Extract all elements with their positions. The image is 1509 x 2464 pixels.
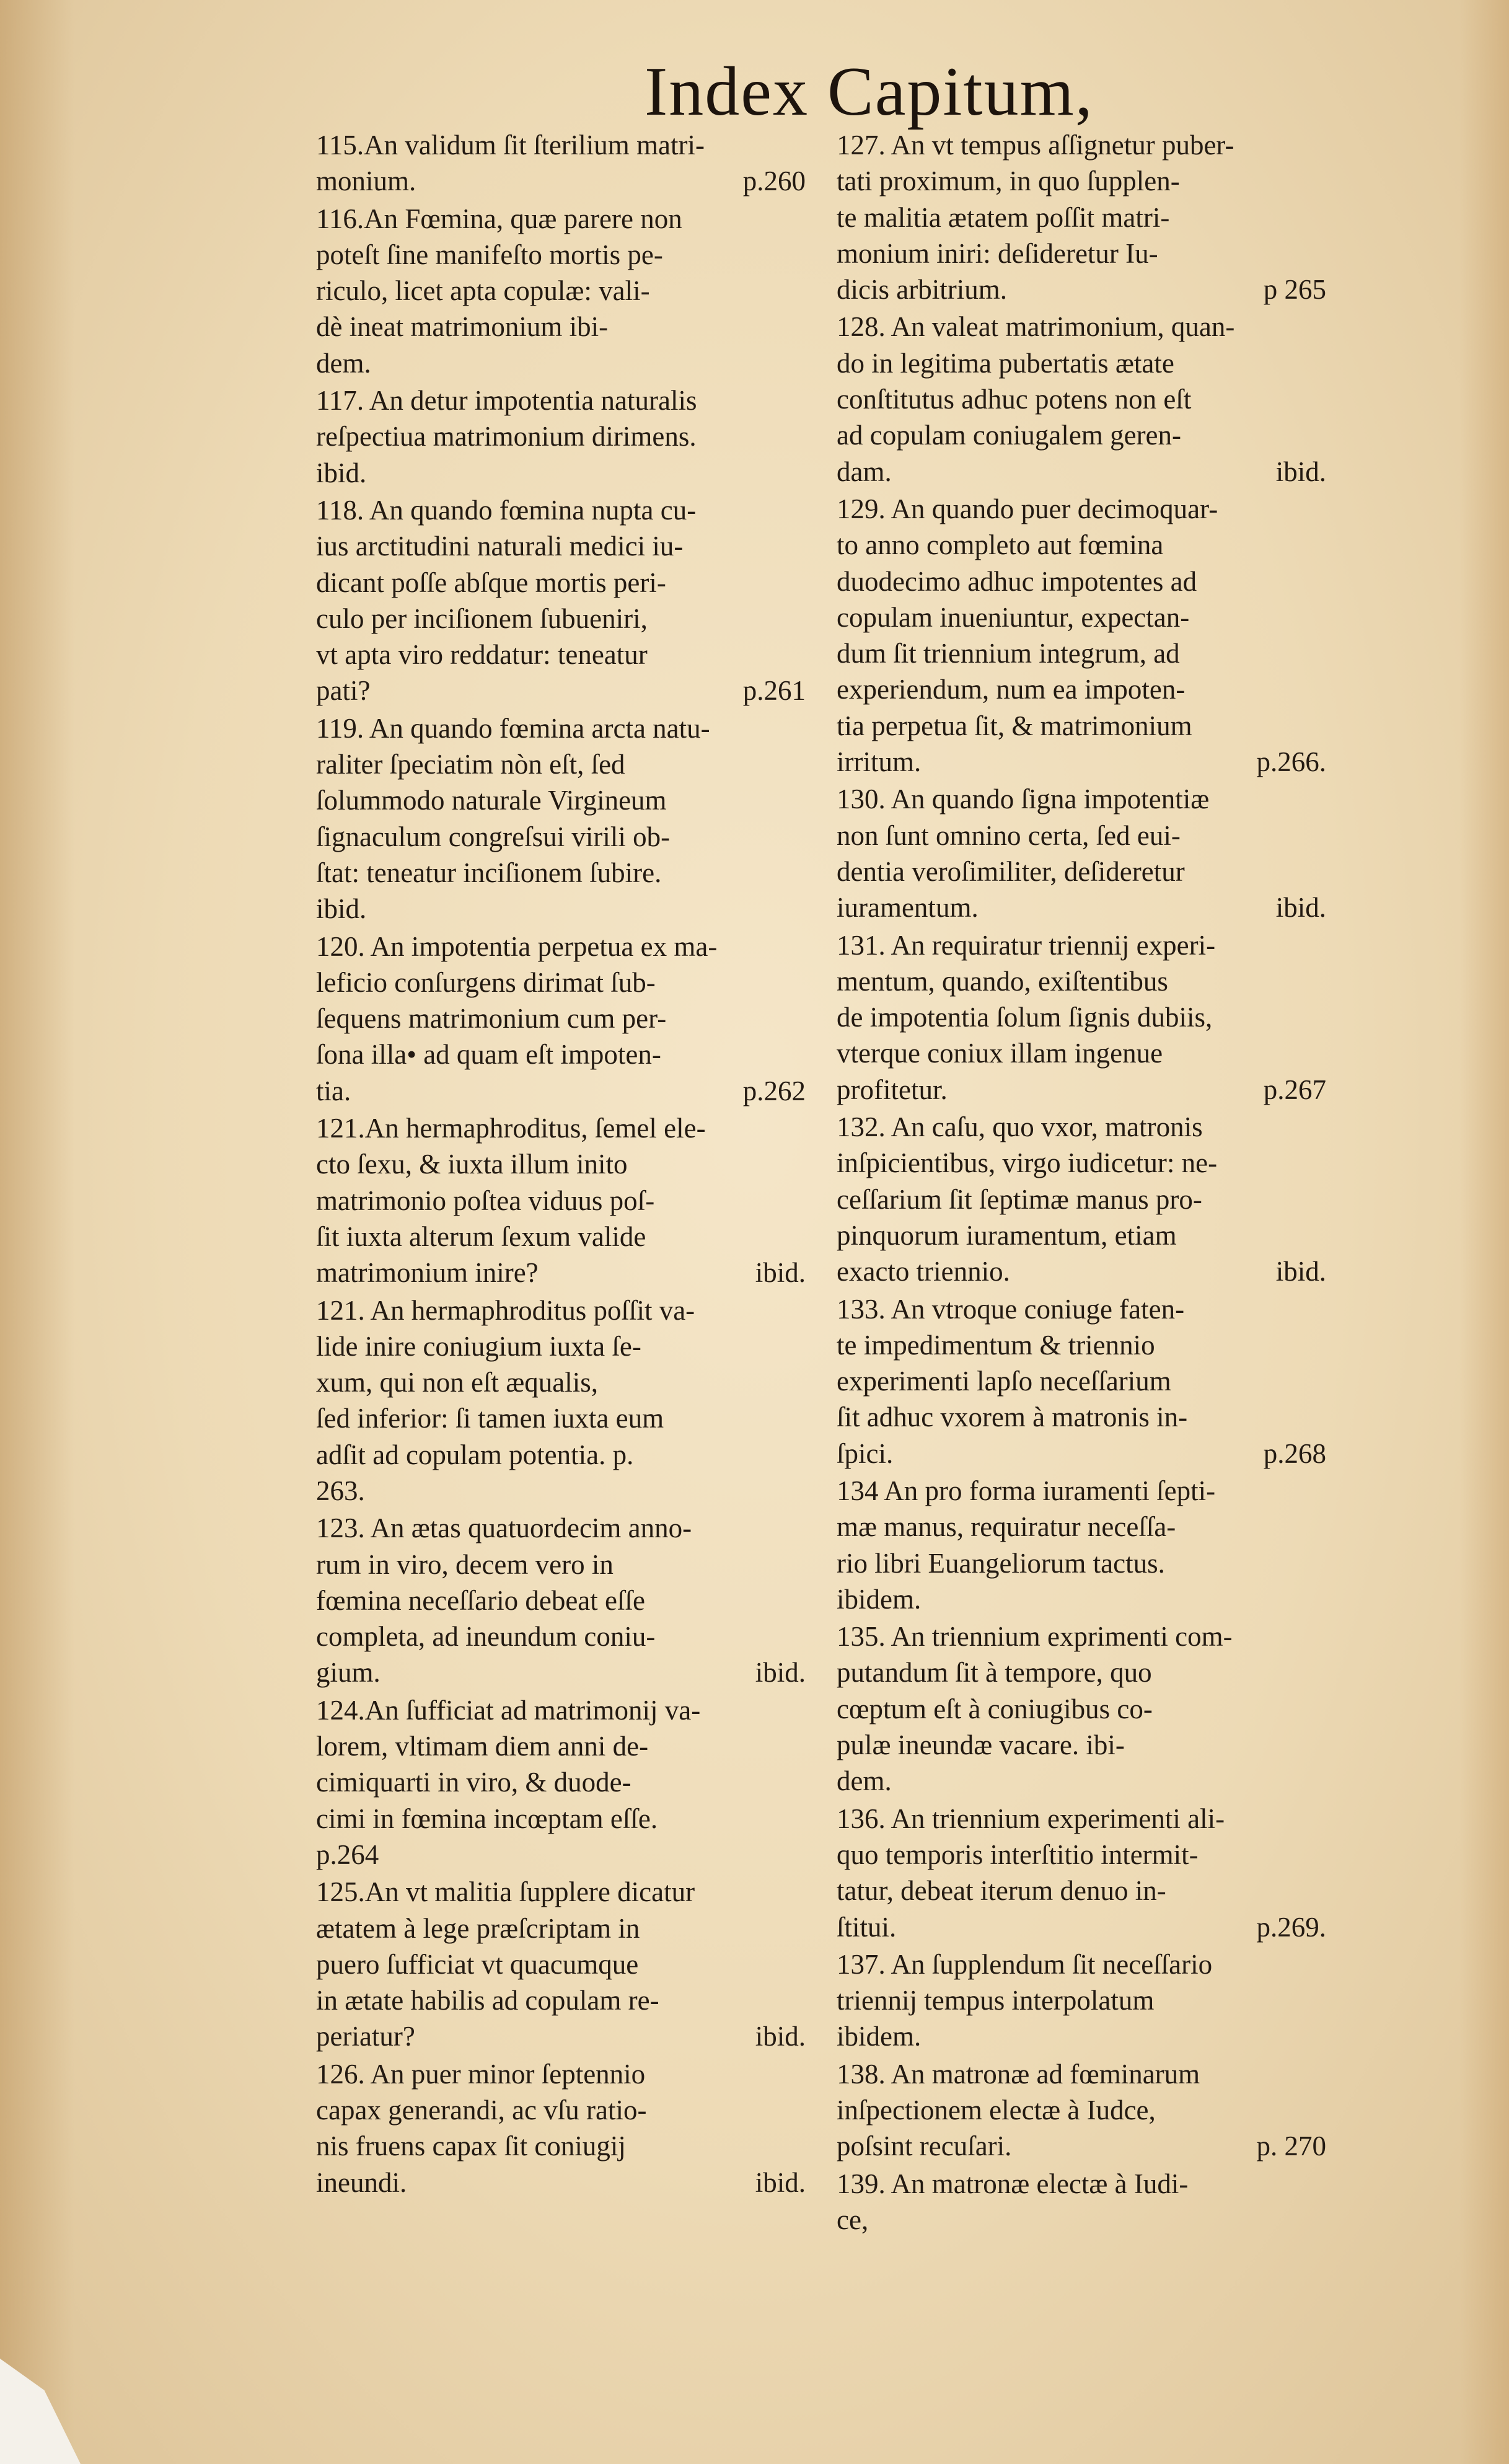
entry-line: vterque coniux illam ingenue: [837, 1038, 1163, 1069]
entry-line: mentum, quando, exiſtentibus: [837, 965, 1168, 997]
entry-line: ſit adhuc vxorem à matronis in-: [837, 1402, 1188, 1433]
entry-line: 125.An vt malitia ſupplere dicatur: [316, 1876, 695, 1908]
entry-line: 129. An quando puer decimoquar-: [837, 493, 1218, 524]
entry-line: ſpici.: [837, 1437, 894, 1469]
index-entry: [316, 710, 806, 927]
entry-line: 127. An vt tempus aſſignetur puber-: [837, 130, 1234, 161]
entry-line: copulam inueniuntur, expectan-: [837, 601, 1190, 633]
index-entry: [837, 781, 1326, 925]
entry-line: poſsint recuſari.: [837, 2131, 1012, 2162]
entry-line: 136. An triennium experimenti ali-: [837, 1803, 1225, 1834]
index-entry: [316, 492, 806, 709]
index-entry: [316, 929, 806, 1109]
entry-line: dicis arbitrium.: [837, 274, 1007, 306]
page-reference: ibid.: [755, 1657, 806, 1689]
entry-line: 139. An matronæ electæ à Iudi-: [837, 2168, 1189, 2199]
entry-line: te impedimentum & triennio: [837, 1329, 1155, 1361]
entry-line: riculo, licet apta copulæ: vali-: [316, 275, 650, 307]
entry-line: 133. An vtroque coniuge faten-: [837, 1293, 1185, 1325]
entry-line: inſpectionem electæ à Iudce,: [837, 2095, 1156, 2126]
entry-line: ceſſarium ſit ſeptimæ manus pro-: [837, 1183, 1202, 1215]
entry-line: putandum ſit à tempore, quo: [837, 1657, 1152, 1689]
entry-line: pati?: [316, 675, 371, 707]
index-entry: [316, 2056, 806, 2201]
page-reference: p.268: [1263, 1437, 1326, 1469]
entry-line: 115.An validum ſit ſterilium matri-: [316, 130, 705, 161]
entry-line: ſolummodo naturale Virgineum: [316, 785, 667, 816]
entry-line: ce,: [837, 2204, 869, 2235]
page-edge-stain-right: [1459, 0, 1509, 2464]
index-entry: [837, 309, 1326, 489]
index-entry: [837, 491, 1326, 780]
entry-line: tia perpetua ſit, & matrimonium: [837, 710, 1192, 741]
entry-line: profitetur.: [837, 1074, 948, 1105]
index-entry: [316, 1292, 806, 1509]
entry-line: ſtat: teneatur inciſionem ſubire.: [316, 857, 662, 888]
entry-line: pulæ ineundæ vacare. ibi-: [837, 1729, 1125, 1761]
entry-line: 121.An hermaphroditus, ſemel ele-: [316, 1113, 706, 1144]
index-entry: [837, 1291, 1326, 1472]
index-column-right: [837, 127, 1326, 2239]
entry-line: ſit iuxta alterum ſexum valide: [316, 1221, 646, 1252]
entry-line: iuramentum.: [837, 892, 979, 924]
entry-line: 121. An hermaphroditus poſſit va-: [316, 1294, 695, 1326]
index-entry: [316, 1874, 806, 2054]
entry-line: nis fruens capax ſit coniugij: [316, 2131, 626, 2162]
page-reference: p.260: [742, 166, 806, 197]
entry-line: ſtitui.: [837, 1911, 897, 1943]
entry-line: matrimonium inire?: [316, 1257, 539, 1289]
entry-line: culo per inciſionem ſubueniri,: [316, 603, 648, 634]
index-entry: [837, 1473, 1326, 1617]
entry-line: 137. An ſupplendum ſit neceſſario: [837, 1948, 1213, 1980]
index-entry: [837, 1109, 1326, 1289]
entry-line: ineundi.: [316, 2166, 407, 2198]
entry-line: ætatem à lege præſcriptam in: [316, 1912, 640, 1944]
index-entry: [837, 927, 1326, 1108]
entry-line: xum, qui non eſt æqualis,: [316, 1367, 598, 1398]
entry-line: 138. An matronæ ad fœminarum: [837, 2058, 1200, 2090]
entry-line: tatur, debeat iterum denuo in-: [837, 1875, 1166, 1907]
page-reference: p.262: [742, 1075, 806, 1106]
page-reference: ibid.: [1275, 892, 1326, 924]
entry-line: dè ineat matrimonium ibi-: [316, 311, 609, 343]
entry-line: ſed inferior: ſi tamen iuxta eum: [316, 1403, 664, 1434]
entry-line: monium iniri: deſideretur Iu-: [837, 237, 1158, 269]
entry-line: ius arctitudini naturali medici iu-: [316, 531, 684, 562]
index-entry: [837, 127, 1326, 307]
entry-line: dem.: [837, 1765, 892, 1797]
entry-line: 118. An quando fœmina nupta cu-: [316, 494, 697, 526]
entry-line: cimi in fœmina incœptam eſſe.: [316, 1803, 658, 1834]
entry-line: cimiquarti in viro, & duode-: [316, 1767, 631, 1798]
entry-line: 134 An pro forma iuramenti ſepti-: [837, 1475, 1216, 1506]
entry-line: ſona illa• ad quam eſt impoten-: [316, 1039, 661, 1071]
entry-line: tati proximum, in quo ſupplen-: [837, 166, 1180, 197]
entry-line: ſequens matrimonium cum per-: [316, 1003, 667, 1035]
index-entry: [316, 1510, 806, 1690]
entry-line: duodecimo adhuc impotentes ad: [837, 565, 1197, 597]
entry-line: inſpicientibus, virgo iudicetur: ne-: [837, 1147, 1218, 1179]
entry-line: triennij tempus interpolatum: [837, 1985, 1155, 2016]
entry-line: ſignaculum congreſsui virili ob-: [316, 821, 671, 852]
entry-line: te malitia ætatem poſſit matri-: [837, 201, 1170, 233]
entry-line: leficio conſurgens dirimat ſub-: [316, 966, 656, 998]
page-edge-stain-left: [0, 0, 74, 2464]
entry-line: ibid.: [316, 893, 367, 925]
entry-line: do in legitima pubertatis ætate: [837, 347, 1174, 379]
page-reference: ibid.: [1275, 456, 1326, 487]
page-reference: ibid.: [755, 1257, 806, 1289]
index-entry: [316, 201, 806, 381]
index-entry: [316, 1692, 806, 1873]
index-entry: [837, 2166, 1326, 2238]
entry-line: rum in viro, decem vero in: [316, 1548, 614, 1580]
entry-line: lorem, vltimam diem anni de-: [316, 1731, 649, 1762]
entry-line: raliter ſpeciatim nòn eſt, ſed: [316, 749, 625, 780]
entry-line: ibidem.: [837, 2021, 922, 2052]
entry-line: experiendum, num ea impoten-: [837, 674, 1186, 705]
entry-line: puero ſufficiat vt quacumque: [316, 1948, 639, 1980]
entry-line: vt apta viro reddatur: teneatur: [316, 639, 648, 671]
page-reference: ibid.: [1275, 1256, 1326, 1287]
entry-line: experimenti lapſo neceſſarium: [837, 1366, 1171, 1397]
entry-line: in ætate habilis ad copulam re-: [316, 1985, 659, 2016]
entry-line: rio libri Euangeliorum tactus.: [837, 1547, 1165, 1579]
entry-line: 123. An ætas quatuordecim anno-: [316, 1512, 692, 1544]
index-entry: [316, 1110, 806, 1291]
page-reference: p.266.: [1256, 746, 1326, 778]
entry-line: cto ſexu, & iuxta illum inito: [316, 1149, 628, 1180]
entry-line: ibidem.: [837, 1583, 922, 1615]
entry-line: pinquorum iuramentum, etiam: [837, 1219, 1177, 1251]
index-entry: [837, 2056, 1326, 2165]
page-reference: ibid.: [755, 2166, 806, 2198]
entry-line: ibid.: [316, 457, 367, 488]
entry-line: 120. An impotentia perpetua ex ma-: [316, 930, 718, 962]
entry-line: monium.: [316, 166, 416, 197]
index-entry: [316, 127, 806, 200]
entry-line: 126. An puer minor ſeptennio: [316, 2058, 646, 2090]
entry-line: dam.: [837, 456, 892, 487]
entry-line: dem.: [316, 347, 371, 379]
entry-line: completa, ad ineundum coniu-: [316, 1621, 656, 1653]
entry-line: 116.An Fœmina, quæ parere non: [316, 203, 682, 234]
entry-line: 263.: [316, 1475, 365, 1506]
entry-line: de impotentia ſolum ſignis dubiis,: [837, 1002, 1213, 1033]
entry-line: adſit ad copulam potentia. p.: [316, 1439, 634, 1470]
entry-line: dicant poſſe abſque mortis peri-: [316, 567, 666, 598]
entry-line: 117. An detur impotentia naturalis: [316, 385, 697, 417]
entry-line: gium.: [316, 1657, 381, 1689]
entry-line: matrimonio poſtea viduus poſ-: [316, 1185, 655, 1216]
entry-line: ad copulam coniugalem geren-: [837, 420, 1182, 451]
page-reference: p.261: [742, 675, 806, 707]
entry-line: to anno completo aut fœmina: [837, 529, 1164, 561]
index-entry: [837, 1946, 1326, 2055]
entry-line: non ſunt omnino certa, ſed eui-: [837, 819, 1181, 851]
page-reference: ibid.: [755, 2021, 806, 2052]
entry-line: 119. An quando fœmina arcta natu-: [316, 712, 710, 744]
index-entry: [316, 382, 806, 491]
entry-line: dum ſit triennium integrum, ad: [837, 638, 1180, 669]
entry-line: fœmina neceſſario debeat eſſe: [316, 1584, 645, 1616]
entry-line: dentia veroſimiliter, deſideretur: [837, 855, 1185, 887]
entry-line: 135. An triennium exprimenti com-: [837, 1621, 1233, 1653]
page-title: Index Capitum,: [645, 53, 1094, 130]
entry-line: 131. An requiratur triennij experi-: [837, 929, 1216, 961]
entry-line: conſtitutus adhuc potens non eſt: [837, 384, 1192, 415]
page-reference: p.269.: [1256, 1911, 1326, 1943]
entry-line: capax generandi, ac vſu ratio-: [316, 2095, 647, 2126]
page-reference: p 265: [1263, 274, 1326, 306]
index-entry: [837, 1801, 1326, 1945]
entry-line: 124.An ſufficiat ad matrimonij va-: [316, 1694, 701, 1726]
entry-line: periatur?: [316, 2021, 415, 2052]
index-column-left: [316, 127, 806, 2202]
entry-line: irritum.: [837, 746, 922, 778]
entry-line: p.264: [316, 1839, 379, 1870]
entry-line: tia.: [316, 1075, 351, 1106]
entry-line: poteſt ſine manifeſto mortis pe-: [316, 239, 663, 270]
page-reference: p. 270: [1256, 2131, 1326, 2162]
entry-line: 128. An valeat matrimonium, quan-: [837, 311, 1235, 343]
index-entry: [837, 1618, 1326, 1799]
page-reference: p.267: [1263, 1074, 1326, 1105]
entry-line: lide inire coniugium iuxta ſe-: [316, 1330, 641, 1362]
entry-line: reſpectiua matrimonium dirimens.: [316, 421, 697, 453]
entry-line: quo temporis interſtitio intermit-: [837, 1839, 1199, 1870]
entry-line: cœptum eſt à coniugibus co-: [837, 1693, 1153, 1724]
entry-line: 132. An caſu, quo vxor, matronis: [837, 1111, 1203, 1143]
entry-line: exacto triennio.: [837, 1256, 1010, 1287]
entry-line: mæ manus, requiratur neceſſa-: [837, 1511, 1176, 1543]
entry-line: 130. An quando ſigna impotentiæ: [837, 784, 1210, 815]
